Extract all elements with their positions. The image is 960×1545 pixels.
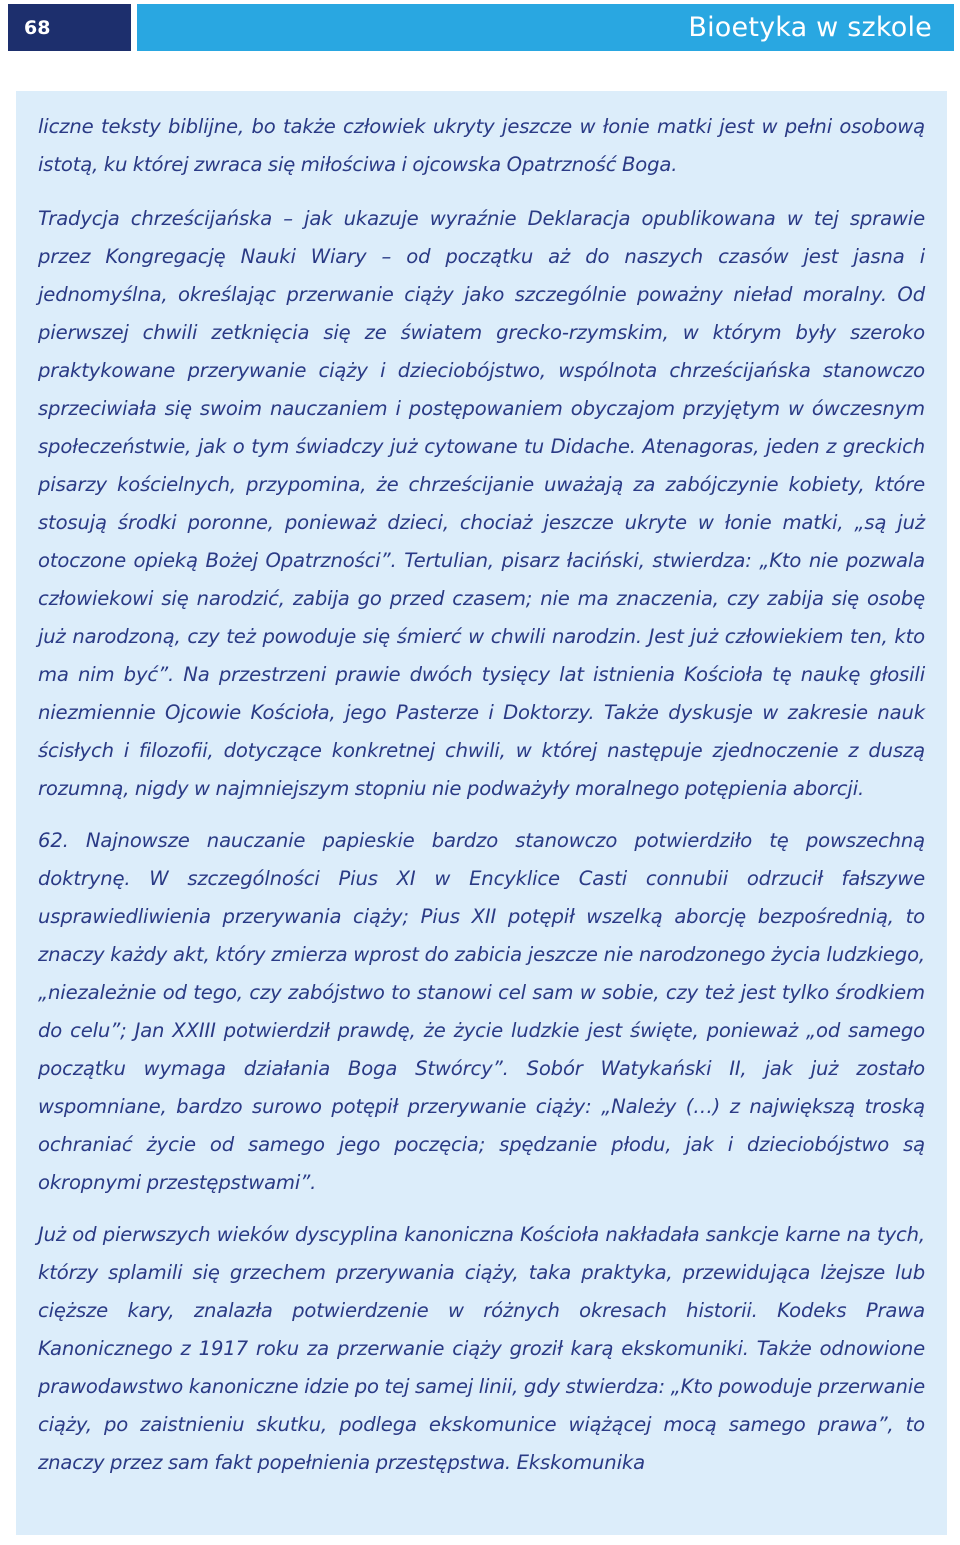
page-number: 68 [8, 4, 131, 51]
paragraph-4: Już od pierwszych wieków dyscyplina kanoniczna Kościoła nakładała sankcje karne na tych, którzy splamili się grzechem przerywania ciąży, taka praktyka, przewidująca lżejsze lub cięższe kary, znalazła potwierdzenie w różnych okresach historii. Kodeks Prawa Kanonicznego z 1917 roku za przerwanie ciąży groził karą ekskomuniki. Także odnowione prawodawstwo kanoniczne idzie po tej samej linii, gdy stwierdza: „Kto powoduje przerwanie ciąży, po zaistnieniu skutku, podlega ekskomunice wiążącej mocą samego prawa”, to znaczy przez sam fakt popełnienia przestępstwa. Ekskomunika [38, 1223, 925, 1474]
paragraph-1: liczne teksty biblijne, bo także człowiek ukryty jeszcze w łonie matki jest w pełni osobową istotą, ku której zwraca się miłościwa i ojcowska Opatrzność Boga. [38, 115, 925, 176]
paragraph-2: Tradycja chrześcijańska – jak ukazuje wyraźnie Deklaracja opublikowana w tej sprawie przez Kongregację Nauki Wiary – od początku aż do naszych czasów jest jasna i jednomyślna, określając przerwanie ciąży jako szczególnie poważny nieład moralny. Od pierwszej chwili zetknięcia się ze światem grecko-rzymskim, w którym były szeroko praktykowane przerywanie ciąży i dzieciobójstwo, wspólnota chrześcijańska stanowczo sprzeciwiała się swoim nauczaniem i postępowaniem obyczajom przyjętym w ówczesnym społeczeństwie, jak o tym świadczy już cytowane tu Didache. Atenagoras, jeden z greckich pisarzy kościelnych, przypomina, że chrześcijanie uważają za zabójczynie kobiety, które stosują środki poronne, ponieważ dzieci, chociaż jeszcze ukryte w łonie matki, „są już otoczone opieką Bożej Opatrzności”. Tertulian, pisarz łaciński, stwierdza: „Kto nie pozwala człowiekowi się narodzić, zabija go przed czasem; nie ma znaczenia, czy zabija się osobę już narodzoną, czy też powoduje się śmierć w chwili narodzin. Jest już człowiekiem ten, kto ma nim być”. Na przestrzeni prawie dwóch tysięcy lat istnienia Kościoła tę naukę głosili niezmiennie Ojcowie Kościoła, jego Pasterze i Doktorzy. Także dyskusje w zakresie nauk ścisłych i filozofii, dotyczące konkretnej chwili, w której następuje zjednoczenie z duszą rozumną, nigdy w najmniejszym stopniu nie podważyły moralnego potępienia aborcji. [38, 207, 925, 800]
text-panel [16, 91, 947, 1535]
paragraph-3: 62. Najnowsze nauczanie papieskie bardzo stanowczo potwierdziło tę powszechną doktrynę. W szczególności Pius XI w Encyklice Casti connubii odrzucił fałszywe usprawiedliwienia przerywania ciąży; Pius XII potępił wszelką aborcję bezpośrednią, to znaczy każdy akt, który zmierza wprost do zabicia jeszcze nie narodzonego życia ludzkiego, „niezależnie od tego, czy zabójstwo to stanowi cel sam w sobie, czy też jest tylko środkiem do celu”; Jan XXIII potwierdził prawdę, że życie ludzkie jest święte, ponieważ „od samego początku wymaga działania Boga Stwórcy”. Sobór Watykański II, jak już zostało wspomniane, bardzo surowo potępił przerywanie ciąży: „Należy (…) z największą troską ochraniać życie od samego jego poczęcia; spędzanie płodu, jak i dzieciobójstwo są okropnymi przestępstwami”. [38, 829, 925, 1194]
running-title: Bioetyka w szkole [137, 4, 954, 51]
page-header [8, 4, 954, 51]
